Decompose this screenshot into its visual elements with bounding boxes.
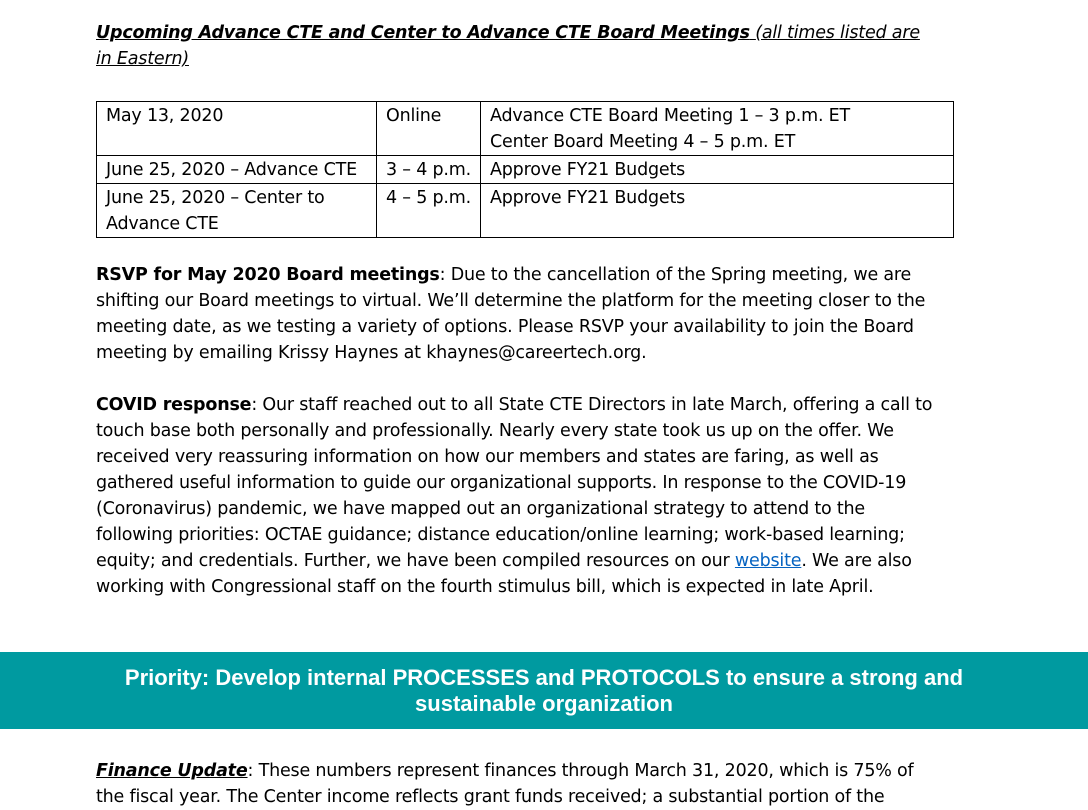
meeting-date-cell: June 25, 2020 – Center to Advance CTE xyxy=(97,184,377,238)
meeting-item-cell xyxy=(481,156,954,184)
meeting-item-cell xyxy=(481,102,954,156)
covid-text: : Our staff reached out to all State CTE Directors in late March, offering a call to touch base both personally and professionally. Nearly every state took us up on the offer. We received very reassuring information on how our members and states are faring, as well as gathered useful information to guide our organizational supports. In response to the COVID-19 (Coronavirus) pandemic, we have mapped out an organizational strategy to attend to the following priorities: OCTAE guidance; distance education/online learning; work-based learning; equity; and credentials. Further, we have been compiled resources on our xyxy=(96,395,933,571)
covid-lead: COVID response xyxy=(96,395,252,415)
covid-paragraph xyxy=(96,392,936,600)
meeting-time-cell: Online xyxy=(377,102,481,156)
table-row xyxy=(97,184,954,238)
rsvp-paragraph xyxy=(96,262,936,366)
priority-banner-text: Priority: Develop internal PROCESSES and PROTOCOLS to ensure a strong and sustainable organization xyxy=(124,664,964,716)
meetings-heading-note: (all times listed are in Eastern) xyxy=(96,23,920,69)
meeting-date-cell: May 13, 2020 xyxy=(97,102,377,156)
meetings-table xyxy=(96,101,954,238)
priority-banner xyxy=(0,652,1088,729)
rsvp-lead: RSVP for May 2020 Board meetings xyxy=(96,265,440,285)
finance-text: : These numbers represent finances through March 31, 2020, which is 75% of the fiscal year. The Center income reflects grant funds received; a substantial portion of the xyxy=(96,761,914,807)
meeting-item-cell xyxy=(481,184,954,238)
meeting-time-cell: 4 – 5 p.m. xyxy=(377,184,481,238)
meeting-date-cell: June 25, 2020 – Advance CTE xyxy=(97,156,377,184)
meeting-item-line: Advance CTE Board Meeting 1 – 3 p.m. ET xyxy=(490,106,851,126)
website-link[interactable]: website xyxy=(734,551,802,571)
table-row xyxy=(97,156,954,184)
rsvp-text: : Due to the cancellation of the Spring meeting, we are shifting our Board meetings to virtual. We’ll determine the platform for the meeting closer to the meeting date, as we testing a variety of options. Please RSVP your availability to join the Board meeting by emailing Krissy Haynes at khaynes@careertech.org. xyxy=(96,265,926,363)
meeting-item-line: Center Board Meeting 4 – 5 p.m. ET xyxy=(490,132,796,152)
finance-paragraph xyxy=(96,758,936,810)
meeting-item-line: Approve FY21 Budgets xyxy=(490,188,686,208)
meeting-item-line: Approve FY21 Budgets xyxy=(490,160,686,180)
meetings-heading xyxy=(96,20,936,72)
meeting-time-cell: 3 – 4 p.m. xyxy=(377,156,481,184)
meetings-heading-title: Upcoming Advance CTE and Center to Advance CTE Board Meetings xyxy=(96,23,750,43)
finance-lead: Finance Update xyxy=(96,761,248,781)
covid-text-end: . We are also working with Congressional staff on the fourth stimulus bill, which is expected in late April. xyxy=(96,551,912,597)
table-row xyxy=(97,102,954,156)
